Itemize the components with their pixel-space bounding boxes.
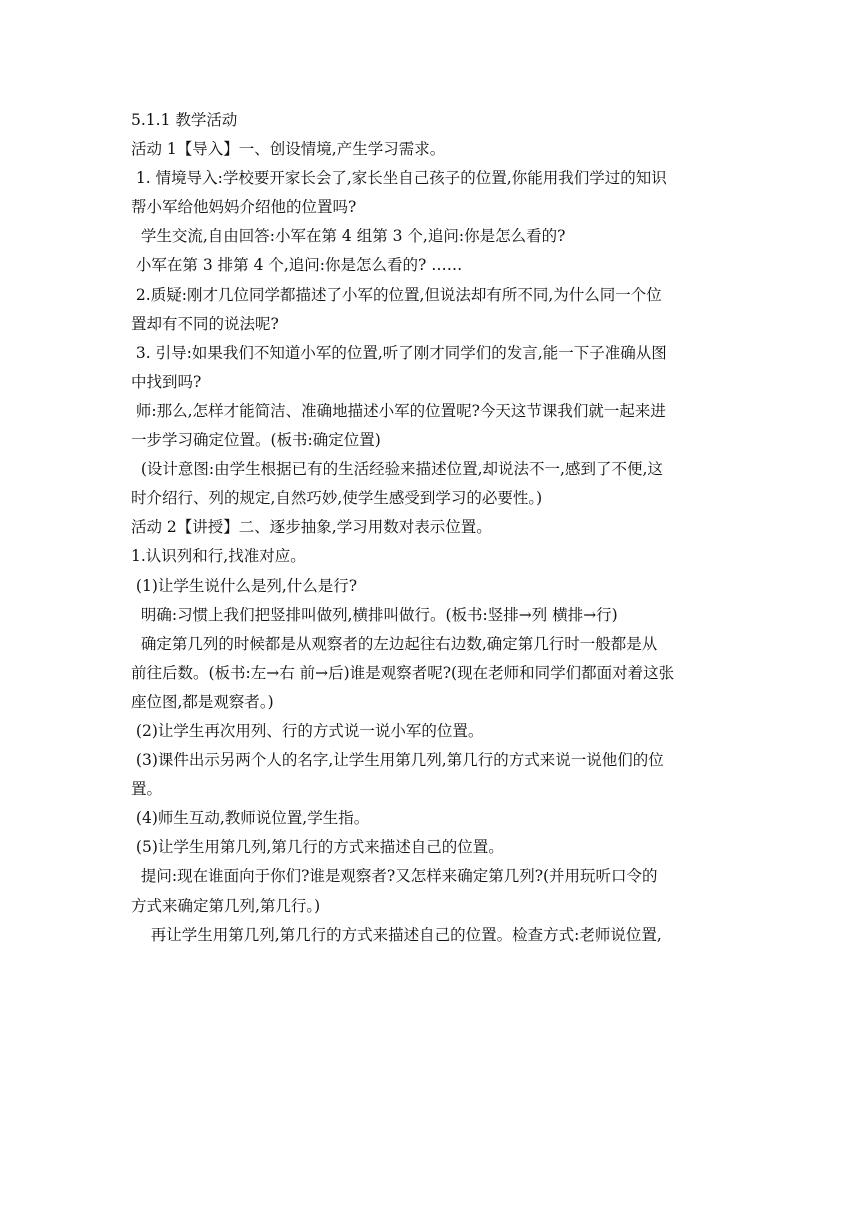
paragraph-line: 确定第几列的时候都是从观察者的左边起往右边数,确定第几行时一般都是从 (131, 634, 658, 653)
paragraph-line: 明确:习惯上我们把竖排叫做列,横排叫做行。(板书:竖排→列 横排→行) (131, 605, 618, 624)
paragraph-line: (3)课件出示另两个人的名字,让学生用第几列,第几行的方式来说一说他们的位 (131, 751, 664, 770)
paragraph-line: 一步学习确定位置。(板书:确定位置) (131, 431, 381, 450)
paragraph-line: 置。 (131, 780, 163, 799)
paragraph-line: 中找到吗? (131, 372, 202, 391)
paragraph-line: (4)师生互动,教师说位置,学生指。 (131, 809, 370, 828)
paragraph-line: 座位图,都是观察者。) (131, 692, 274, 711)
design-intent-line: (设计意图:由学生根据已有的生活经验来描述位置,却说法不一,感到了不便,这 (131, 460, 663, 479)
paragraph-line: (5)让学生用第几列,第几行的方式来描述自己的位置。 (131, 838, 504, 857)
activity-1-heading: 活动 1【导入】一、创设情境,产生学习需求。 (131, 140, 446, 159)
design-intent-line: 时介绍行、列的规定,自然巧妙,使学生感受到学习的必要性。) (131, 489, 543, 508)
paragraph-line: 师:那么,怎样才能简洁、准确地描述小军的位置呢?今天这节课我们就一起来进 (131, 401, 666, 420)
paragraph-line: 帮小军给他妈妈介绍他的位置吗? (131, 198, 357, 217)
document-body (131, 106, 734, 950)
paragraph-line: (2)让学生再次用列、行的方式说一说小军的位置。 (131, 721, 484, 740)
paragraph-line: 再让学生用第几列,第几行的方式来描述自己的位置。检查方式:老师说位置, (131, 925, 662, 944)
paragraph-line: 2.质疑:刚才几位同学都描述了小军的位置,但说法却有所不同,为什么同一个位 (131, 285, 662, 304)
paragraph-line: (1)让学生说什么是列,什么是行? (131, 576, 358, 595)
paragraph-line: 3. 引导:如果我们不知道小军的位置,听了刚才同学们的发言,能一下子准确从图 (131, 343, 667, 362)
activity-2-heading: 活动 2【讲授】二、逐步抽象,学习用数对表示位置。 (131, 518, 492, 537)
section-heading: 5.1.1 教学活动 (131, 111, 238, 129)
paragraph-line: 前往后数。(板书:左→右 前→后)谁是观察者呢?(现在老师和同学们都面对着这张 (131, 663, 675, 682)
paragraph-line: 学生交流,自由回答:小军在第 4 组第 3 个,追问:你是怎么看的? (131, 227, 566, 246)
paragraph-line: 1. 情境导入:学校要开家长会了,家长坐自己孩子的位置,你能用我们学过的知识 (131, 169, 667, 188)
paragraph-line: 提问:现在谁面向于你们?谁是观察者?又怎样来确定第几列?(并用玩听口令的 (131, 867, 658, 886)
paragraph-line: 置却有不同的说法呢? (131, 314, 279, 333)
subsection-heading: 1.认识列和行,找准对应。 (131, 547, 306, 566)
paragraph-line: 方式来确定第几列,第几行。) (131, 896, 321, 915)
paragraph-line: 小军在第 3 排第 4 个,追问:你是怎么看的? …… (131, 256, 463, 275)
